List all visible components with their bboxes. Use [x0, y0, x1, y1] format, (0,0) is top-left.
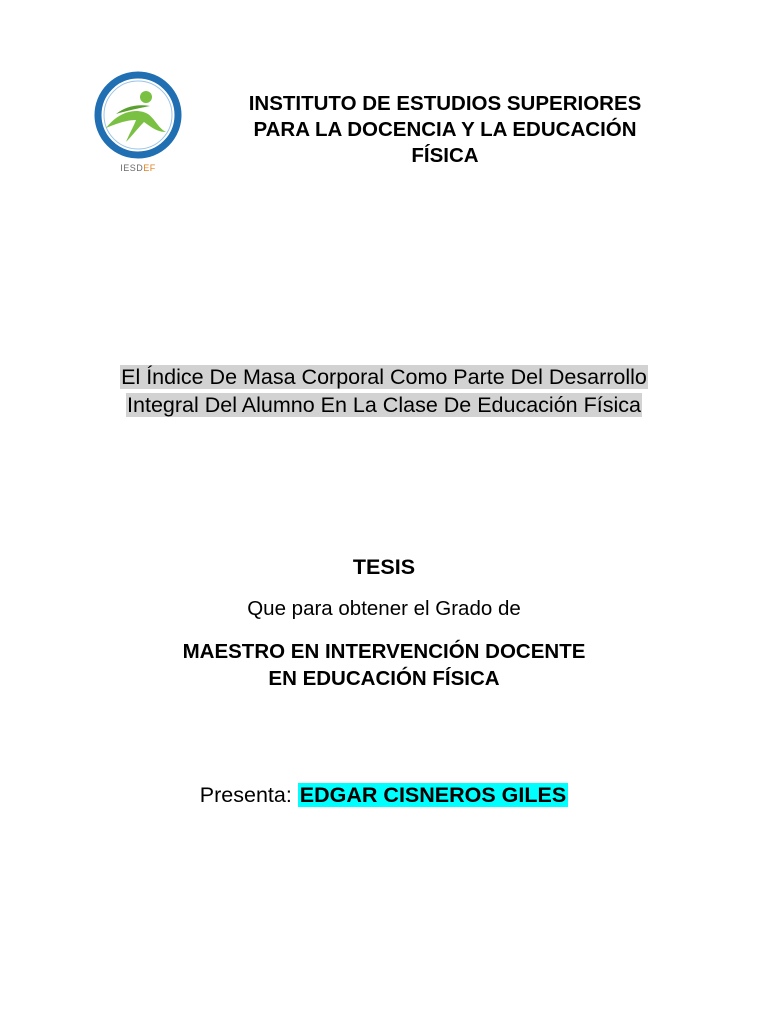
- degree-name-line1: MAESTRO EN INTERVENCIÓN DOCENTE: [182, 640, 586, 663]
- institute-logo: [86, 70, 190, 182]
- institute-name-line1: INSTITUTO DE ESTUDIOS SUPERIORES: [248, 92, 642, 115]
- institute-name-line3: FÍSICA: [411, 144, 479, 167]
- logo-emblem: [86, 70, 190, 166]
- document-type: TESIS: [352, 555, 416, 579]
- presenter-name: EDGAR CISNEROS GILES: [299, 783, 567, 807]
- presenter: [0, 783, 768, 808]
- logo-wordmark: IESDEF: [120, 163, 156, 173]
- thesis-title: [0, 363, 768, 419]
- degree-name-line2: EN EDUCACIÓN FÍSICA: [268, 667, 500, 690]
- presenter-label: Presenta:: [199, 783, 292, 807]
- degree-intro: Que para obtener el Grado de: [247, 597, 521, 620]
- thesis-title-line1: El Índice De Masa Corporal Como Parte Del Desarrollo: [121, 365, 647, 389]
- institute-name: [200, 91, 690, 169]
- thesis-title-line2: Integral Del Alumno En La Clase De Educación Física: [127, 393, 641, 417]
- degree-name: [0, 638, 768, 692]
- institute-name-line2: PARA LA DOCENCIA Y LA EDUCACIÓN: [253, 118, 637, 141]
